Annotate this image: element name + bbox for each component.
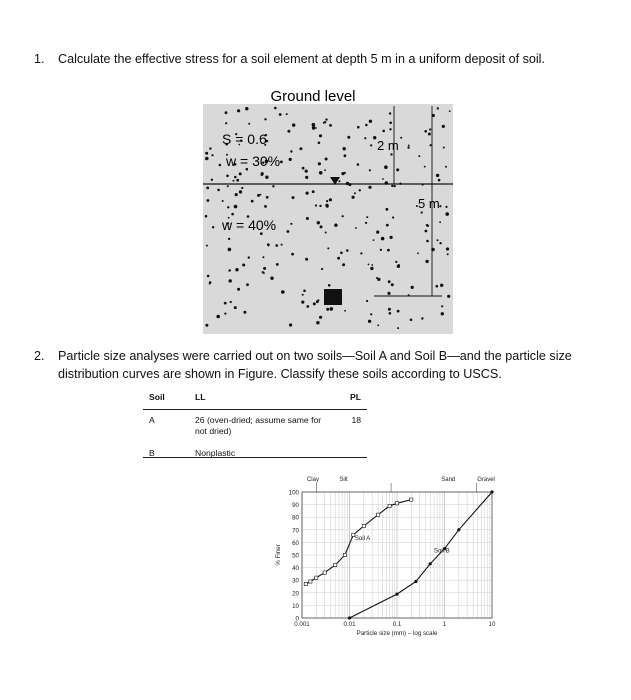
soil-dot: [445, 212, 449, 216]
x-tick-label: 0.01: [343, 621, 356, 628]
data-point: [309, 580, 312, 583]
soil-dot: [276, 263, 279, 266]
soil-dot: [207, 275, 210, 278]
soil-dot: [373, 239, 375, 241]
soil-dot: [449, 110, 451, 112]
soil-dot: [219, 164, 222, 167]
x-tick-label: 10: [488, 621, 496, 628]
soil-dot: [318, 142, 321, 145]
soil-dot: [368, 320, 371, 323]
soil-dot: [289, 158, 292, 161]
soil-dot: [343, 147, 346, 150]
soil-dot: [241, 187, 243, 189]
soil-dot: [260, 194, 262, 196]
soil-dot: [263, 267, 266, 270]
soil-properties-table: [143, 392, 367, 458]
soil-dot: [400, 137, 402, 139]
soil-dot: [228, 248, 232, 252]
soil-dot: [280, 161, 283, 164]
soil-dot: [425, 230, 428, 233]
soil-dot: [261, 174, 263, 176]
soil-dot: [447, 295, 450, 298]
soil-dot: [370, 267, 373, 270]
data-point: [334, 564, 337, 567]
soil-dot: [237, 288, 240, 291]
soil-profile-svg: [200, 84, 456, 336]
soil-dot: [319, 134, 322, 137]
soil-dot: [360, 252, 362, 254]
soil-dot: [262, 271, 264, 273]
soil-dot: [209, 147, 211, 149]
soil-dot: [441, 312, 444, 315]
soil-dot: [445, 206, 447, 208]
soil-dot: [229, 269, 231, 271]
soil-dot: [354, 192, 356, 194]
soil-dot: [439, 221, 441, 223]
soil-dot: [352, 196, 355, 199]
soil-dot: [397, 327, 399, 329]
soil-dot: [439, 242, 441, 244]
soil-dot: [373, 136, 376, 139]
series-label-soil-b: Soil B: [433, 548, 450, 555]
data-point: [304, 582, 307, 585]
depth-5m-label: 5 m: [418, 196, 440, 211]
soil-dot: [438, 179, 441, 182]
cell-ll: Nonplastic: [195, 448, 236, 458]
soil-dot: [440, 284, 443, 287]
soil-dot: [382, 130, 385, 133]
zone-label: Gravel: [477, 477, 495, 483]
soil-dot: [290, 150, 292, 152]
soil-dot: [430, 144, 432, 146]
zone-label: Sand: [441, 477, 456, 483]
soil-dot: [407, 146, 409, 148]
x-axis-title: Particle size (mm) – log scale: [356, 630, 438, 637]
soil-dot: [287, 130, 290, 133]
soil-dot: [324, 169, 326, 171]
soil-dot: [410, 319, 413, 322]
question-1-text: Calculate the effective stress for a soil element at depth 5 m in a uniform deposit of soil.: [58, 52, 545, 66]
soil-dot: [408, 145, 410, 147]
ground-level-label: Ground level: [270, 88, 356, 105]
soil-dot: [312, 190, 315, 193]
soil-dot: [342, 215, 344, 217]
soil-dot: [257, 194, 260, 197]
soil-dot: [317, 221, 320, 224]
saturation-label: S = 0.6: [222, 131, 267, 147]
question-2-line-1: Particle size analyses were carried out on two soils—Soil A and Soil B—and the particle size: [58, 349, 572, 363]
soil-dot: [368, 264, 370, 266]
soil-dot: [320, 225, 323, 228]
data-point: [395, 593, 398, 596]
soil-dot: [377, 278, 380, 281]
cell-soil: B: [149, 448, 155, 458]
soil-dot: [245, 107, 248, 110]
soil-dot: [339, 180, 341, 182]
soil-dot: [327, 247, 329, 249]
x-tick-label: 0.001: [294, 621, 310, 628]
water-content-bottom-label: w = 40%: [222, 217, 277, 233]
soil-dot: [211, 154, 213, 156]
soil-dot: [270, 277, 273, 280]
soil-dot: [319, 316, 322, 319]
y-axis-title: % Finer: [275, 544, 282, 566]
soil-dot: [325, 158, 328, 161]
question-2-number: 2.: [34, 349, 45, 363]
soil-dot: [242, 264, 245, 267]
soil-dot: [264, 118, 266, 120]
series-label-soil-a: Soil A: [354, 535, 371, 542]
soil-dot: [226, 175, 229, 178]
soil-dot: [337, 257, 340, 260]
soil-dot: [239, 190, 242, 193]
soil-dot: [370, 313, 372, 315]
soil-dot: [319, 171, 323, 175]
soil-dot: [411, 286, 414, 289]
soil-dot: [357, 163, 360, 166]
soil-dot: [344, 154, 347, 157]
soil-dot: [319, 205, 321, 207]
table-header: [143, 392, 367, 410]
soil-dot: [246, 283, 249, 286]
soil-dot: [429, 128, 431, 130]
y-tick-label: 20: [292, 590, 299, 598]
data-point: [410, 498, 413, 501]
y-tick-label: 90: [292, 502, 299, 510]
soil-dot: [243, 311, 246, 314]
soil-dot: [302, 294, 304, 296]
soil-dot: [305, 258, 308, 261]
soil-dot: [389, 122, 392, 125]
soil-dot: [230, 301, 232, 303]
soil-dot: [301, 301, 304, 304]
soil-dot: [206, 187, 209, 190]
soil-dot: [205, 215, 208, 218]
soil-dot: [262, 256, 264, 258]
soil-dot: [248, 123, 250, 125]
gradation-chart: [270, 470, 510, 640]
y-tick-label: 70: [292, 527, 299, 535]
soil-dot: [390, 153, 392, 155]
soil-dot: [389, 112, 391, 114]
soil-dot: [233, 180, 235, 182]
soil-dot: [326, 200, 328, 202]
soil-dot: [366, 216, 368, 218]
y-tick-label: 30: [292, 577, 299, 585]
soil-dot: [264, 205, 267, 208]
soil-dot: [287, 230, 290, 233]
soil-dot: [289, 323, 292, 326]
data-point: [429, 562, 432, 565]
soil-dot: [376, 231, 379, 234]
soil-dot: [387, 292, 390, 295]
soil-dot: [290, 223, 292, 225]
y-tick-label: 60: [292, 539, 299, 547]
soil-dot: [340, 252, 343, 255]
soil-dot: [446, 247, 449, 250]
soil-dot: [227, 206, 229, 208]
zone-label: Silt: [339, 477, 348, 483]
soil-dot: [390, 236, 393, 239]
soil-dot: [370, 144, 372, 146]
soil-dot: [381, 237, 385, 241]
soil-dot: [425, 260, 428, 263]
y-tick-label: 50: [292, 552, 299, 560]
soil-dot: [365, 124, 368, 127]
soil-dot: [234, 176, 237, 179]
header-soil: Soil: [149, 392, 165, 402]
soil-dot: [395, 261, 397, 263]
data-point: [395, 502, 398, 505]
soil-dot: [389, 128, 391, 130]
header-ll: LL: [195, 392, 206, 402]
soil-dot: [392, 216, 394, 218]
soil-dot: [266, 196, 269, 199]
water-content-top-label: w = 30%: [226, 153, 281, 169]
soil-dot: [317, 299, 319, 301]
soil-dot: [306, 305, 309, 308]
cell-ll: 26 (oven-dried; assume same for not dried): [195, 415, 322, 436]
soil-dot: [445, 166, 447, 168]
soil-dot: [377, 324, 379, 326]
depth-2m-label: 2 m: [377, 138, 399, 153]
soil-dot: [368, 186, 371, 189]
soil-dot: [207, 199, 210, 202]
cell-pl: 18: [351, 415, 361, 425]
soil-dot: [237, 109, 240, 112]
soil-dot: [303, 290, 306, 293]
soil-dot: [366, 300, 368, 302]
soil-dot: [211, 179, 213, 181]
soil-dot: [281, 244, 283, 246]
x-tick-label: 1: [442, 621, 447, 628]
data-point: [457, 528, 460, 531]
soil-dot: [228, 238, 230, 240]
soil-dot: [421, 211, 423, 213]
x-tick-label: 0.1: [392, 621, 402, 628]
soil-dot: [312, 126, 316, 130]
soil-dot: [216, 315, 220, 319]
y-tick-label: 10: [292, 602, 299, 610]
soil-dot: [299, 147, 302, 150]
soil-dot: [318, 162, 321, 165]
y-tick-label: 80: [292, 514, 299, 522]
soil-dot: [382, 178, 384, 180]
soil-dot: [428, 133, 431, 136]
zone-label: Clay: [306, 477, 319, 483]
soil-dot: [393, 185, 395, 187]
soil-dot: [391, 283, 394, 286]
soil-dot: [396, 168, 399, 171]
soil-dot: [325, 118, 327, 120]
gradation-chart-svg: [270, 470, 510, 640]
soil-dot: [286, 113, 288, 115]
soil-dot: [265, 176, 268, 179]
soil-dot: [231, 213, 234, 216]
soil-dot: [347, 136, 350, 139]
cell-soil: A: [149, 415, 155, 425]
soil-dot: [325, 232, 327, 234]
soil-dot: [316, 321, 319, 324]
soil-dot: [388, 308, 391, 311]
data-point: [348, 616, 351, 619]
soil-dot: [302, 167, 305, 170]
soil-dot: [274, 107, 277, 110]
soil-dot: [292, 123, 295, 126]
soil-dot: [235, 268, 238, 271]
soil-dot: [389, 312, 392, 315]
soil-dot: [305, 176, 308, 179]
data-point: [323, 571, 326, 574]
soil-dot: [329, 198, 332, 201]
soil-dot: [380, 249, 382, 251]
soil-dot: [391, 185, 393, 187]
soil-dot: [321, 268, 323, 270]
soil-dot: [205, 152, 208, 155]
soil-dot: [306, 192, 309, 195]
soil-dot: [212, 226, 214, 228]
data-point: [377, 513, 380, 516]
soil-dot: [227, 185, 229, 187]
soil-dot: [424, 130, 427, 133]
soil-dot: [292, 196, 295, 199]
soil-dot: [441, 305, 443, 307]
soil-dot: [217, 189, 220, 192]
soil-dot: [387, 249, 390, 252]
soil-dot: [334, 224, 337, 227]
soil-dot: [427, 225, 429, 227]
soil-dot: [272, 185, 274, 187]
question-1-number: 1.: [34, 52, 45, 66]
soil-dot: [397, 265, 400, 268]
soil-dot: [251, 200, 254, 203]
question-2-line-2: distribution curves are shown in Figure. Classify these soils according to USCS.: [58, 367, 502, 381]
y-tick-label: 40: [292, 565, 299, 573]
soil-dot: [312, 123, 316, 127]
soil-dot: [323, 122, 325, 124]
soil-dot: [225, 111, 228, 114]
soil-dot: [386, 208, 389, 211]
soil-dot: [355, 227, 357, 229]
soil-dot: [418, 155, 420, 157]
y-tick-label: 100: [288, 489, 299, 497]
soil-dot: [248, 256, 250, 258]
soil-dot: [326, 308, 329, 311]
soil-dot: [229, 279, 232, 282]
soil-dot: [209, 283, 211, 285]
soil-dot: [222, 200, 224, 202]
soil-dot: [447, 253, 449, 255]
soil-dot: [268, 245, 270, 247]
table-row: [143, 448, 367, 462]
soil-dot: [235, 193, 238, 196]
soil-dot: [224, 313, 226, 315]
soil-dot: [342, 263, 345, 266]
soil-dot: [421, 317, 423, 319]
soil-dot: [291, 253, 294, 256]
soil-dot: [424, 166, 426, 168]
table-bottom-rule: [143, 457, 367, 458]
soil-dot: [344, 310, 346, 312]
data-point: [414, 580, 417, 583]
soil-dot: [436, 174, 439, 177]
soil-dot: [306, 217, 309, 220]
soil-dot: [275, 244, 278, 247]
data-point: [388, 504, 391, 507]
soil-dot: [279, 113, 282, 116]
data-point: [490, 490, 493, 493]
soil-dot: [369, 169, 371, 171]
soil-dot: [437, 239, 439, 241]
table-row: [143, 415, 367, 443]
soil-dot: [313, 302, 316, 305]
soil-dot: [326, 205, 329, 208]
soil-dot: [225, 122, 227, 124]
soil-dot: [426, 240, 429, 243]
soil-dot: [328, 284, 331, 287]
soil-dot: [443, 147, 445, 149]
soil-dot: [436, 285, 439, 288]
soil-dot: [437, 107, 439, 109]
header-pl: PL: [350, 392, 361, 402]
soil-dot: [386, 224, 389, 227]
soil-dot: [234, 205, 238, 209]
soil-dot: [371, 264, 373, 266]
soil-dot: [329, 124, 332, 127]
soil-dot: [417, 252, 419, 254]
soil-profile-figure: [200, 84, 456, 336]
soil-dot: [281, 290, 285, 294]
soil-dot: [384, 165, 388, 169]
soil-dot: [388, 280, 391, 283]
soil-dot: [236, 179, 239, 182]
soil-dot: [239, 172, 242, 175]
soil-dot: [330, 307, 334, 311]
y-tick-label: 0: [295, 615, 299, 623]
soil-dot: [359, 189, 361, 191]
data-point: [315, 576, 318, 579]
data-point: [343, 553, 346, 556]
soil-dot: [206, 245, 208, 247]
soil-dot: [346, 249, 349, 252]
soil-dot: [315, 204, 317, 206]
soil-dot: [397, 310, 400, 313]
soil-dot: [224, 302, 227, 305]
soil-dot: [305, 170, 308, 173]
soil-dot: [205, 157, 209, 161]
soil-dot: [357, 126, 360, 129]
soil-dot: [442, 125, 445, 128]
soil-dot: [344, 172, 346, 174]
soil-dot: [369, 120, 372, 123]
soil-dot: [205, 324, 208, 327]
soil-dot: [234, 306, 237, 309]
data-point: [362, 524, 365, 527]
soil-dot: [365, 222, 367, 224]
soil-element: [324, 289, 342, 305]
soil-dot: [364, 137, 366, 139]
